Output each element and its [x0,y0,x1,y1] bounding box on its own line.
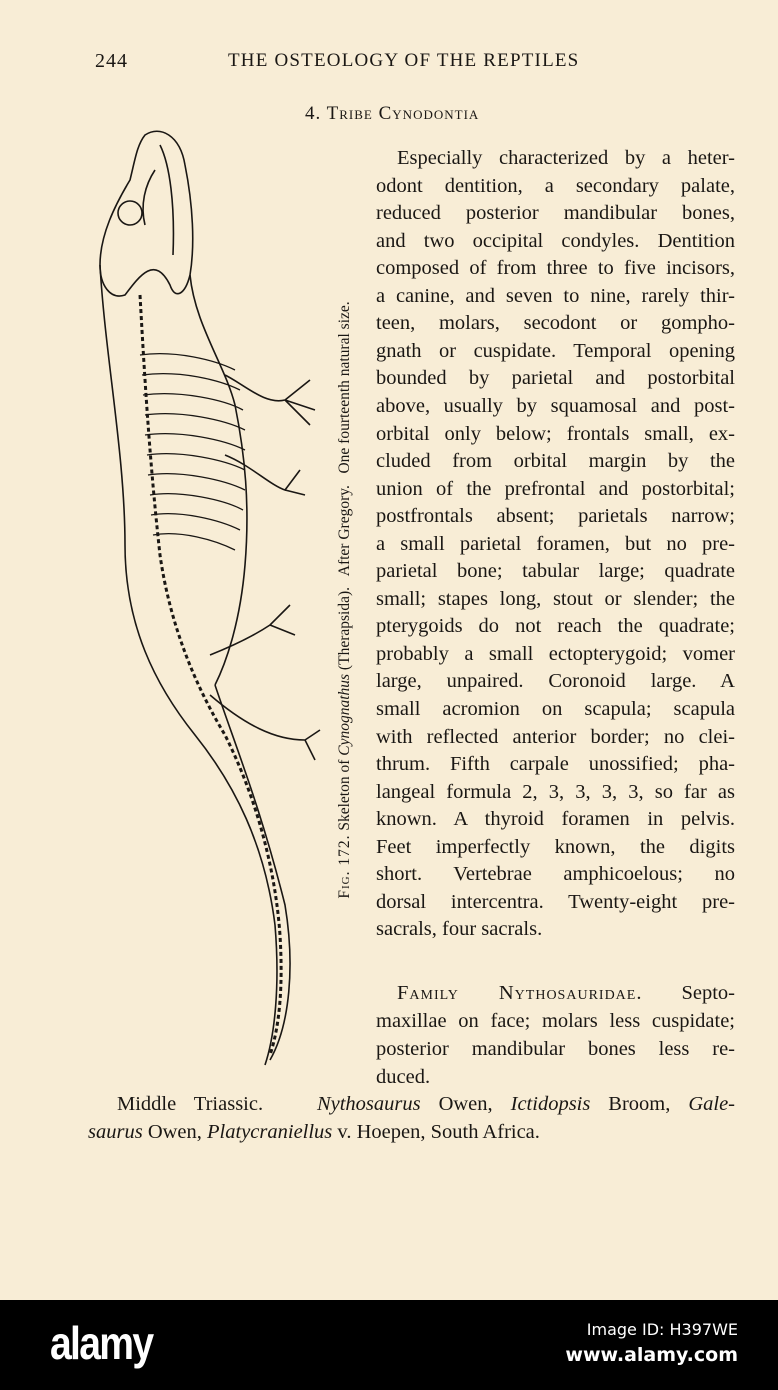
body-line: gnath or cuspidate. Temporal opening [376,339,735,362]
author: Owen, [142,1121,208,1143]
body-line: Especially characterized by a heter- [397,147,735,169]
body-line: small acromion on scapula; scapula [376,698,735,720]
figure-number: Fig. 172. [336,834,353,899]
age: Middle Triassic. [117,1093,264,1115]
body-line: postfrontals absent; parietals narrow; [376,505,735,528]
caption-text: Skeleton of [336,755,353,831]
locality: v. Hoepen, South Africa. [332,1121,540,1143]
genus: Nythosaurus [316,1093,421,1115]
body-line: parietal bone; tabular large; quadrate [376,560,735,583]
genus: Gale- [688,1093,735,1115]
family-text: Septo- [681,982,735,1004]
distribution-line [88,1118,540,1146]
distribution-line [117,1090,735,1118]
family-text: posterior mandibular bones less re- [376,1038,735,1060]
author: Owen, [420,1093,511,1115]
genus: Ictidopsis [510,1093,591,1115]
watermark-footer [0,1300,778,1390]
body-line: teen, molars, secodont or gompho- [376,312,735,335]
genus: saurus [88,1121,143,1143]
body-line: dorsal intercentra. Twenty-eight pre- [376,890,735,913]
body-line: union of the prefrontal and postorbital; [376,477,735,500]
body-line: small; stapes long, stout or slender; the [376,587,735,610]
body-line: a small parietal foramen, but no pre- [376,532,735,555]
skeleton-illustration [85,125,335,1070]
running-head: THE OSTEOLOGY OF THE REPTILES [228,50,580,71]
body-line: with reflected anterior border; no clei- [376,725,735,748]
body-line: a canine, and seven to nine, rarely thir- [376,284,735,307]
family-heading-line [397,979,735,1007]
family-name: Family Nythosauridae. [397,982,643,1004]
body-line: composed of from three to five incisors, [376,257,735,280]
body-line: sacrals, four sacrals. [376,918,543,941]
body-line: Feet imperfectly known, the digits [376,835,735,858]
body-line: pterygoids do not reach the quadrate; [376,615,735,638]
body-line: bounded by parietal and postorbital [376,367,735,390]
body-line: cluded from orbital margin by the [376,450,735,473]
body-line: above, usually by squamosal and post- [376,394,735,417]
genus: Platycraniellus [207,1121,333,1143]
family-text: duced. [376,1066,431,1088]
family-text: maxillae on face; molars less cuspidate; [376,1010,735,1032]
body-line: probably a small ectopterygoid; vomer [376,642,735,665]
page-number: 244 [95,50,128,72]
author: Broom, [590,1093,689,1115]
caption-genus: Cynognathus [336,673,353,756]
alamy-logo: alamy [50,1317,153,1369]
image-id: Image ID: H397WE [586,1320,738,1339]
site-url: www.alamy.com [565,1344,738,1366]
caption-text: (Therapsida). After Gregory. One fourteenth natural size. [336,301,353,674]
body-line: short. Vertebrae amphicoelous; no [376,863,735,886]
body-line: thrum. Fifth carpale unossified; pha- [376,753,735,776]
figure-caption [335,270,355,930]
body-line: known. A thyroid foramen in pelvis. [376,808,735,831]
section-title: 4. Tribe Cynodontia [305,103,480,124]
body-line: and two occipital condyles. Dentition [376,229,735,252]
body-line: odont dentition, a secondary palate, [376,174,735,197]
body-line: orbital only below; frontals small, ex- [376,422,735,445]
body-line: langeal formula 2, 3, 3, 3, 3, so far as [376,780,735,803]
body-line: reduced posterior mandibular bones, [376,202,735,225]
body-line: large, unpaired. Coronoid large. A [376,670,735,693]
